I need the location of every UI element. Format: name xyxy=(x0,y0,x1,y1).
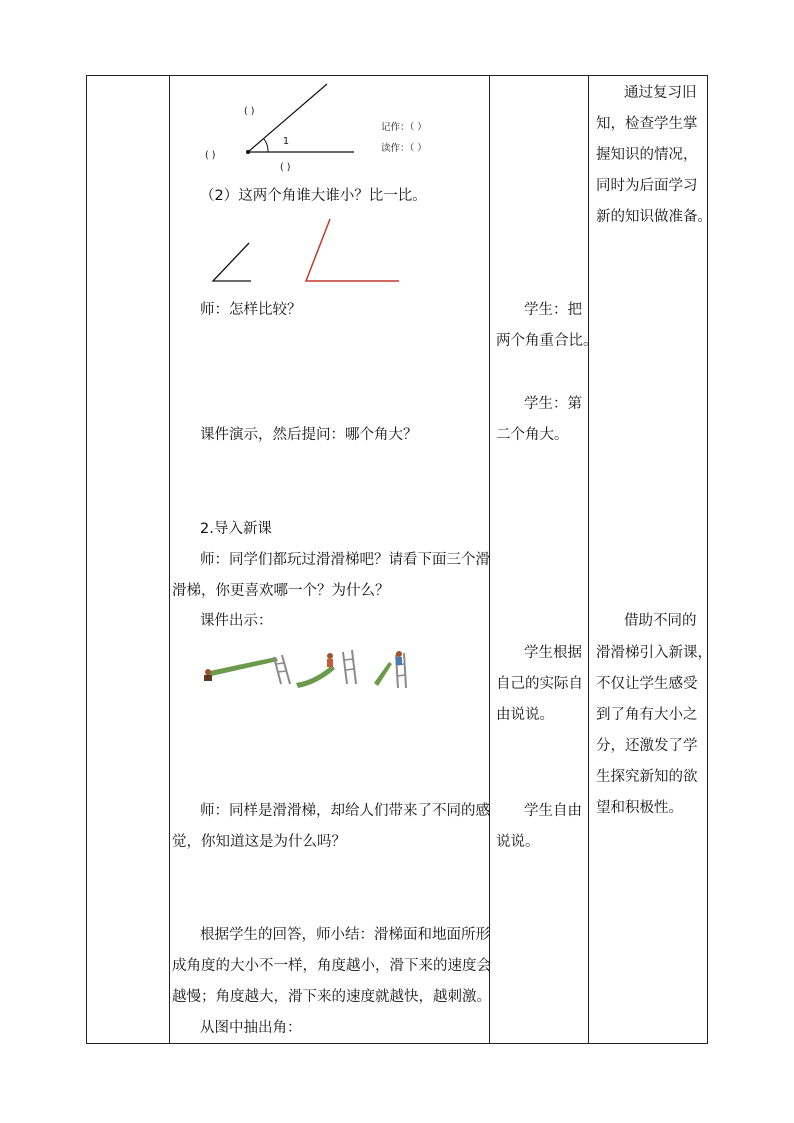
how-compare: 师：怎样比较？ xyxy=(200,302,302,318)
blank-lower: ( ) xyxy=(280,162,291,173)
blank-upper: ( ) xyxy=(244,106,255,117)
student-answer-3-line-2: 自己的实际自 xyxy=(496,676,583,692)
angle-mark-label: 1 xyxy=(283,136,290,147)
summary-line-1: 根据学生的回答，师小结：滑梯面和地面所形 xyxy=(200,927,490,943)
reading-label: 读作：（ ） xyxy=(381,143,427,154)
intent-slide-line-5: 分，还激发了学 xyxy=(596,738,698,754)
student-answer-4-line-1: 学生自由 xyxy=(524,803,582,819)
student-answer-2-line-2: 二个角大。 xyxy=(496,427,569,443)
demo-question: 课件演示，然后提问：哪个角大？ xyxy=(200,427,418,443)
question-2: （2）这两个角谁大谁小？比一比。 xyxy=(200,188,427,204)
intent-slide-line-1: 借助不同的 xyxy=(624,613,697,629)
section-2-title: 2.导入新课 xyxy=(200,521,272,537)
blank-vertex: ( ) xyxy=(205,150,216,161)
feeling-line-2: 觉，你知道这是为什么吗？ xyxy=(172,834,346,850)
notation-label: 记作：（ ） xyxy=(381,122,427,133)
extract-angle: 从图中抽出角： xyxy=(200,1020,302,1036)
intent-slide-line-4: 到了角有大小之 xyxy=(596,707,698,723)
student-answer-1-line-1: 学生：把 xyxy=(524,302,582,318)
slide-medium xyxy=(296,650,356,688)
intent-slide-line-3: 不仅让学生感受 xyxy=(596,676,698,692)
slide-steep xyxy=(374,651,406,688)
intent-review-line-1: 通过复习旧 xyxy=(624,85,697,101)
intent-review-line-5: 新的知识做准备。 xyxy=(596,209,712,225)
courseware-show: 课件出示： xyxy=(200,613,273,629)
intent-review-line-3: 握知识的情况， xyxy=(596,147,698,163)
intent-slide-line-6: 生探究新知的欲 xyxy=(596,769,698,785)
student-answer-3-line-1: 学生根据 xyxy=(524,645,582,661)
slide-question-line-2: 滑梯，你更喜欢哪一个？为什么？ xyxy=(172,583,390,599)
student-answer-3-line-3: 由说说。 xyxy=(496,707,554,723)
feeling-line-1: 师：同样是滑滑梯，却给人们带来了不同的感 xyxy=(200,803,490,819)
intent-slide-line-2: 滑滑梯引入新课， xyxy=(596,645,712,661)
slide-shallow xyxy=(204,655,290,684)
student-answer-4-line-2: 说说。 xyxy=(496,834,540,850)
summary-line-3: 越慢；角度越大，滑下来的速度就越快，越刺激。 xyxy=(172,989,491,1005)
intent-slide-line-7: 望和积极性。 xyxy=(596,800,683,816)
student-answer-2-line-1: 学生：第 xyxy=(524,396,582,412)
slide-question-line-1: 师：同学们都玩过滑滑梯吧？请看下面三个滑 xyxy=(200,552,490,568)
student-answer-1-line-2: 两个角重合比。 xyxy=(496,333,598,349)
intent-review-line-2: 知，检查学生掌 xyxy=(596,116,698,132)
summary-line-2: 成角度的大小不一样，角度越小，滑下来的速度会 xyxy=(172,958,491,974)
intent-review-line-4: 同时为后面学习 xyxy=(596,178,698,194)
